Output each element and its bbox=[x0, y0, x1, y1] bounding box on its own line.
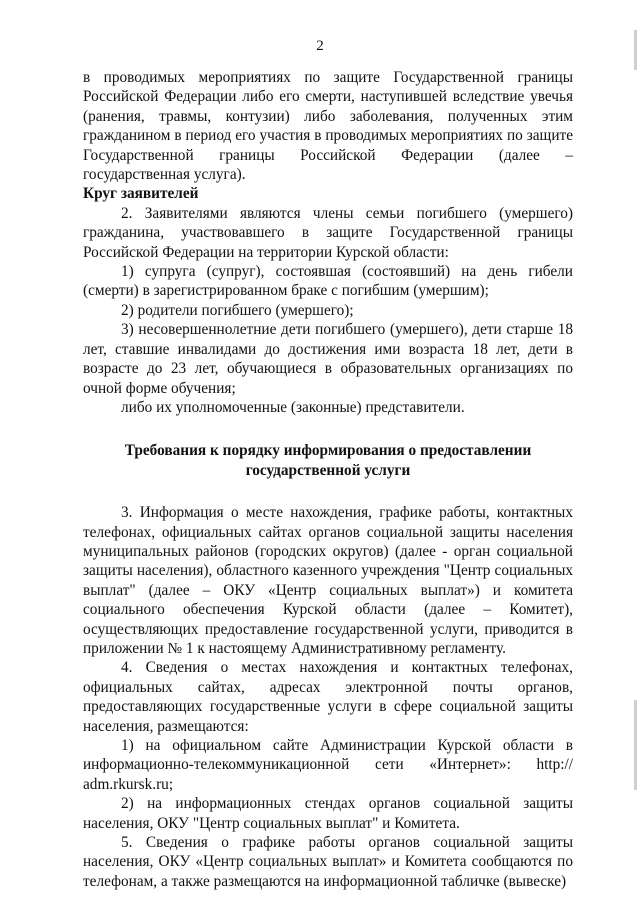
paragraph-3: 3. Информация о месте нахождения, графике работы, контактных телефонах, официальных сайтах органов социальной защиты населения муниципальных районов (городских округов) (далее - орган социальной защиты населения), областного казенного учреждения "Центр социальных выплат" (далее – ОКУ «Центр социальных выплат») и комитета социального обеспечения Курской области (далее – Комитет), осуществляющих предоставление государственной услуги, приводится в приложении № 1 к настоящему Административному регламенту. bbox=[83, 504, 573, 657]
list-item-2: 2) родители погибшего (умершего); bbox=[121, 301, 354, 319]
intro-paragraph: в проводимых мероприятиях по защите Государственной границы Российской Федерации либо его смерти, наступившей вследствие увечья (ранения, травмы, контузии) либо заболевания, полученных этим гражданином в период его участия в проводимых мероприятиях по защите Государственной границы Российской Федерации (далее – государственная услуга). bbox=[83, 69, 573, 184]
list-item-3: 3) несовершеннолетние дети погибшего (умершего), дети старше 18 лет, ставшие инвалидами до достижения ими возраста 18 лет, дети в возрасте до 23 лет, обучающиеся в образовательных организациях по очной форме обучения; bbox=[83, 321, 573, 397]
paragraph-2: 2. Заявителями являются члены семьи погибшего (умершего) гражданина, участвовавшего в защите Государственной границы Российской Федерации на территории Курской области: bbox=[83, 204, 573, 261]
scan-edge-mark-bottom bbox=[634, 700, 637, 790]
paragraph-4-item-1: 1) на официальном сайте Администрации Курской области в информационно-телекоммуникационной сети «Интернет»: http:// adm.rkursk.ru; bbox=[83, 737, 573, 793]
section-heading-applicants: Круг заявителей bbox=[83, 185, 199, 203]
section-heading-informing bbox=[83, 441, 573, 480]
section-heading-line-1: Требования к порядку информирования о предоставлении bbox=[124, 442, 532, 460]
list-item-1: 1) супруга (супруг), состоявшая (состоявший) на день гибели (смерти) в зарегистрированном браке с погибшим (умершим); bbox=[83, 263, 573, 300]
representatives-line: либо их уполномоченные (законные) представители. bbox=[121, 398, 465, 416]
paragraph-4-item-2: 2) на информационных стендах органов социальной защиты населения, ОКУ "Центр социальных выплат" и Комитета. bbox=[83, 795, 573, 832]
paragraph-5: 5. Сведения о графике работы органов социальной защиты населения, ОКУ «Центр социальных выплат» и Комитета сообщаются по телефонам, а также размещаются на информационной табличке (вывеске) bbox=[83, 834, 573, 890]
section-heading-line-2: государственной услуги bbox=[245, 461, 411, 479]
scan-edge-mark-top bbox=[634, 30, 637, 70]
document-body bbox=[83, 68, 573, 891]
paragraph-4: 4. Сведения о местах нахождения и контактных телефонах, официальных сайтах, адресах электронной почты органов, предоставляющих государственные услуги в сфере социальной защиты населения, размещаются: bbox=[83, 659, 573, 735]
page-number: 2 bbox=[316, 38, 324, 54]
